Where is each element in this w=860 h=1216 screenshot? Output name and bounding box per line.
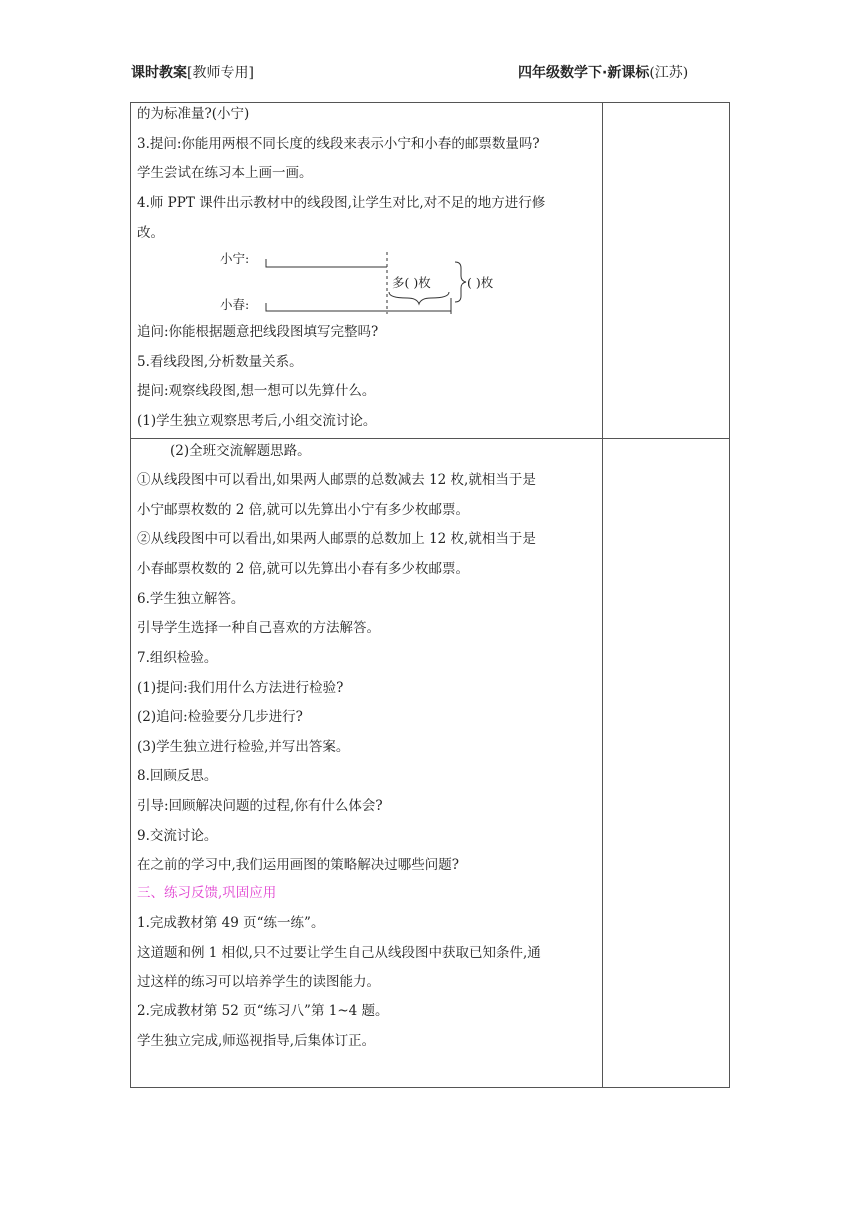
text-line: (2)全班交流解题思路。 (170, 443, 311, 459)
text-line: 的为标准量?(小宁) (137, 106, 250, 122)
text-line: 2.完成教材第 52 页“练习八”第 1~4 题。 (137, 1003, 389, 1019)
text-line: 改。 (137, 225, 164, 241)
text-line: 小宁邮票枚数的 2 倍,就可以先算出小宁有多少枚邮票。 (137, 502, 469, 518)
label-xiaoning: 小宁: (220, 251, 250, 266)
label-total-count: ( )枚 (467, 275, 494, 290)
text-line: 学生尝试在练习本上画一画。 (137, 165, 313, 181)
page-header-right (518, 62, 688, 82)
text-line: 学生独立完成,师巡视指导,后集体订正。 (137, 1033, 376, 1049)
text-line: 在之前的学习中,我们运用画图的策略解决过哪些问题? (137, 857, 460, 873)
text-line: 引导:回顾解决问题的过程,你有什么体会? (137, 798, 383, 814)
text-line: 提问:观察线段图,想一想可以先算什么。 (137, 383, 376, 399)
header-region: (江苏) (649, 65, 689, 81)
text-line: (2)追问:检验要分几步进行? (137, 709, 303, 725)
text-line: 3.提问:你能用两根不同长度的线段来表示小宁和小春的邮票数量吗? (137, 136, 540, 152)
text-line: 小春邮票枚数的 2 倍,就可以先算出小春有多少枚邮票。 (137, 561, 469, 577)
label-more-count: 多( )枚 (392, 275, 431, 290)
header-tag: [教师专用] (187, 65, 254, 81)
text-line: 9.交流讨论。 (137, 828, 218, 844)
text-line: 6.学生独立解答。 (137, 591, 245, 607)
text-line: 过这样的练习可以培养学生的读图能力。 (137, 974, 380, 990)
label-xiaochun: 小春: (220, 297, 250, 312)
header-title: 课时教案 (131, 65, 187, 81)
text-line: (1)学生独立观察思考后,小组交流讨论。 (137, 413, 377, 429)
text-line: 1.完成教材第 49 页“练一练”。 (137, 915, 325, 931)
text-line: (1)提问:我们用什么方法进行检验? (137, 680, 344, 696)
text-line: 5.看线段图,分析数量关系。 (137, 354, 303, 370)
text-line: 7.组织检验。 (137, 650, 218, 666)
text-line: 这道题和例 1 相似,只不过要让学生自己从线段图中获取已知条件,通 (137, 945, 541, 961)
text-line: 8.回顾反思。 (137, 768, 218, 784)
header-subject: 四年级数学下·新课标 (518, 65, 650, 81)
text-line: 追问:你能根据题意把线段图填写完整吗? (137, 324, 379, 340)
text-line: 4.师 PPT 课件出示教材中的线段图,让学生对比,对不足的地方进行修 (137, 195, 546, 211)
text-line: (3)学生独立进行检验,并写出答案。 (137, 739, 350, 755)
section-heading: 三、练习反馈,巩固应用 (137, 885, 277, 901)
table-column-divider (602, 102, 603, 1088)
text-line: 引导学生选择一种自己喜欢的方法解答。 (137, 620, 380, 636)
line-segment-diagram (215, 248, 525, 318)
page-header-left (131, 62, 254, 82)
text-line: ②从线段图中可以看出,如果两人邮票的总数加上 12 枚,就相当于是 (137, 531, 536, 547)
text-line: ①从线段图中可以看出,如果两人邮票的总数减去 12 枚,就相当于是 (137, 472, 536, 488)
table-row-divider (130, 438, 730, 439)
